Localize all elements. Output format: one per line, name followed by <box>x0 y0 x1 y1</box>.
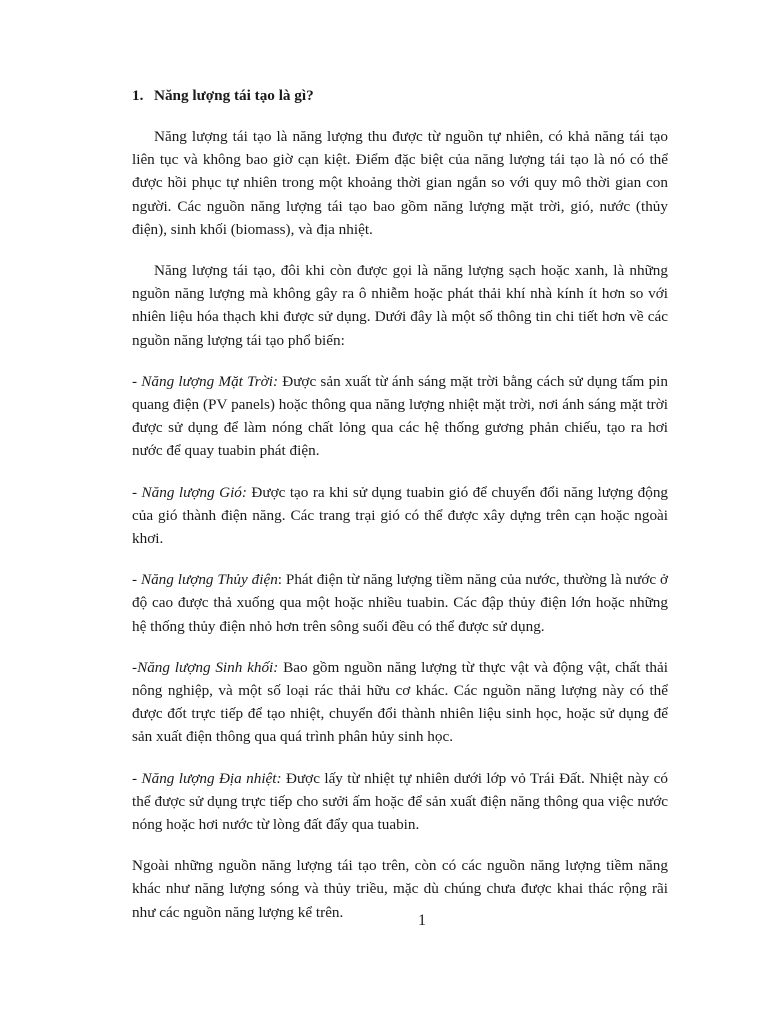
source-description: : Phát điện từ năng lượng tiềm năng của nước, thường là nước ở độ cao được thả xuống qua một hoặc nhiều tuabin. Các đập thủy điện lớn hoặc những hệ thống thủy điện nhỏ hơn trên sông suối đều có thể được sử dụng. <box>132 571 668 635</box>
list-dash: - <box>132 571 141 589</box>
intro-paragraph: Năng lượng tái tạo là năng lượng thu được từ nguồn tự nhiên, có khả năng tái tạo liên tục và không bao giờ cạn kiệt. Điểm đặc biệt của năng lượng tái tạo là nó có thể được hồi phục tự nhiên trong một khoảng thời gian ngắn so với quy mô thời gian con người. Các nguồn năng lượng tái tạo bao gồm năng lượng mặt trời, gió, nước (thủy điện), sinh khối (biomass), và địa nhiệt. <box>132 128 668 238</box>
source-paragraph-hydro <box>132 568 668 638</box>
source-description: Bao gồm nguồn năng lượng từ thực vật và động vật, chất thải nông nghiệp, và một số loại rác thải hữu cơ khác. Các nguồn năng lượng này có thể được đốt trực tiếp để tạo nhiệt, chuyển đổi thành nhiên liệu sinh học, hoặc sử dụng để sản xuất điện thông qua quá trình phân hủy sinh học. <box>132 658 668 746</box>
source-description: Được tạo ra khi sử dụng tuabin gió để chuyển đổi năng lượng động của gió thành điện năng. Các trang trại gió có thể được xây dựng trên cạn hoặc ngoài khơi. <box>132 483 669 548</box>
list-dash: - <box>132 769 142 787</box>
section-number: 1. <box>132 87 144 104</box>
source-term: Năng lượng Thủy điện <box>140 571 278 589</box>
source-description: Được sản xuất từ ánh sáng mặt trời bằng cách sử dụng tấm pin quang điện (PV panels) hoặc thông qua năng lượng nhiệt mặt trời, nơi ánh sáng mặt trời được sử dụng để làm nóng chất lỏng qua các hệ thống gương phản chiếu, tạo ra hơi nước để quay tuabin phát điện. <box>132 372 668 460</box>
source-description: Được lấy từ nhiệt tự nhiên dưới lớp vỏ Trái Đất. Nhiệt này có thể được sử dụng trực tiếp cho sưởi ấm hoặc để sản xuất điện năng thông qua việc nước nóng hoặc hơi nước từ lòng đất đẩy qua tuabin. <box>132 769 668 834</box>
source-paragraph-biomass <box>132 656 668 749</box>
list-dash: - <box>132 658 138 676</box>
source-paragraph-solar <box>132 370 668 463</box>
page-number: 1 <box>418 912 426 929</box>
intro-paragraph: Năng lượng tái tạo, đôi khi còn được gọi là năng lượng sạch hoặc xanh, là những nguồn năng lượng mà không gây ra ô nhiễm hoặc phát thải khí nhà kính ít hơn so với nhiên liệu hóa thạch khi được sử dụng. Dưới đây là một số thông tin chi tiết hơn về các nguồn năng lượng tái tạo phổ biến: <box>132 262 668 349</box>
source-term: Năng lượng Mặt Trời: <box>141 372 279 390</box>
closing-paragraph: Ngoài những nguồn năng lượng tái tạo trên, còn có các nguồn năng lượng tiềm năng khác như năng lượng sóng và thủy triều, mặc dù chúng chưa được khai thác rộng rãi như các nguồn năng lượng kể trên. <box>132 857 668 921</box>
source-term: Năng lượng Sinh khối: <box>137 658 279 676</box>
source-term: Năng lượng Gió: <box>141 483 247 501</box>
source-paragraph-geothermal <box>132 767 668 837</box>
list-dash: - <box>132 483 142 501</box>
list-dash: - <box>132 372 142 390</box>
section-heading <box>132 84 668 107</box>
source-term: Năng lượng Địa nhiệt: <box>141 769 282 787</box>
section-title: Năng lượng tái tạo là gì? <box>154 87 314 104</box>
source-paragraph-wind <box>132 481 668 551</box>
page-content <box>132 84 668 942</box>
